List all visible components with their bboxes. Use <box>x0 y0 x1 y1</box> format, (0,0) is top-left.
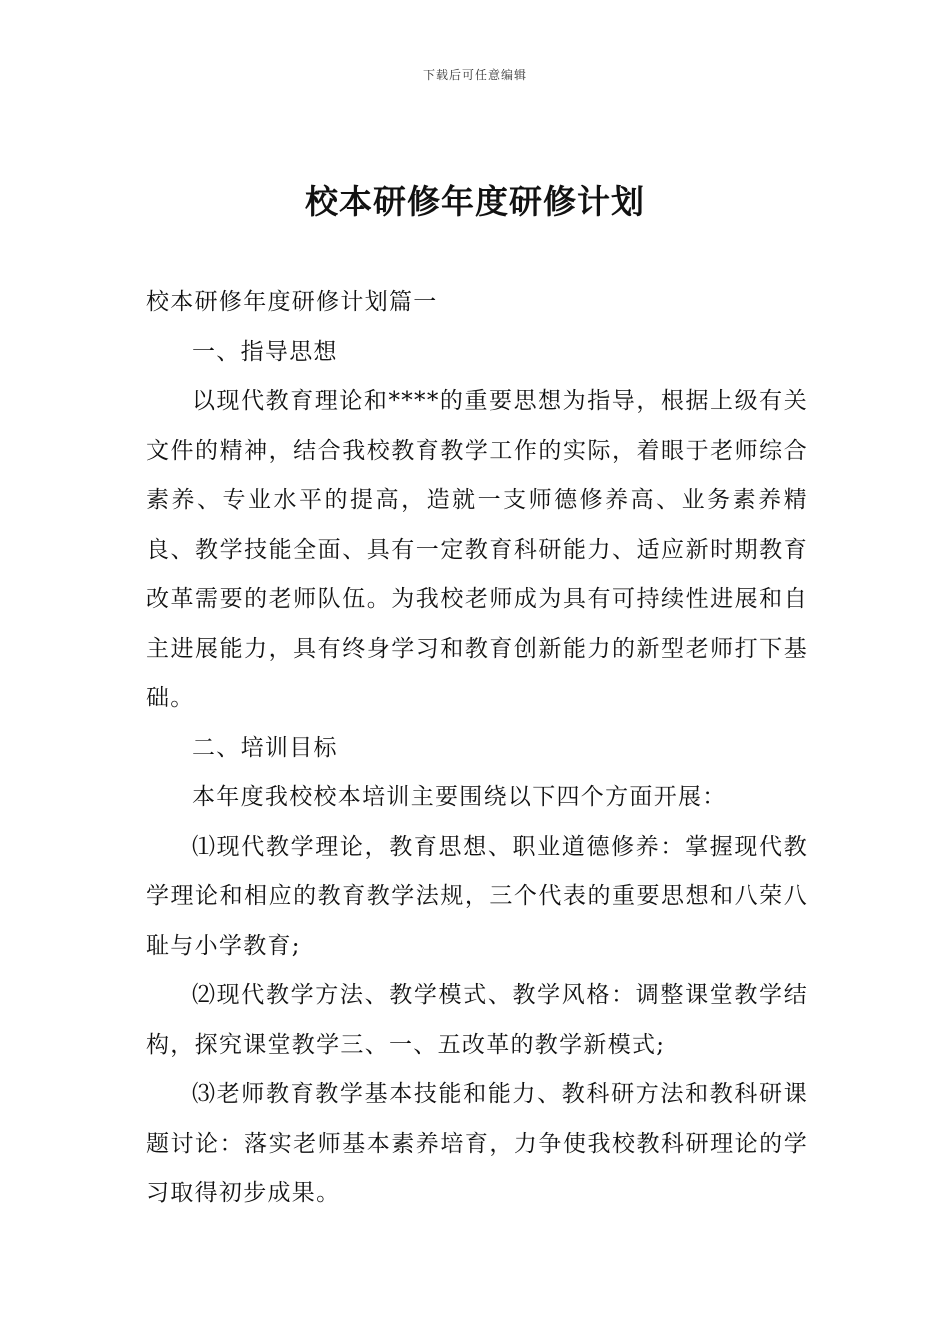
heading-guiding-ideology: 一、指导思想 <box>192 338 338 365</box>
header-note: 下载后可任意编辑 <box>422 68 527 82</box>
paragraph-goal-3: ⑶老师教育教学基本技能和能力、教科研方法和教科研课题讨论：落实老师基本素养培育，力争使我校教科研理论的学习取得初步成果。 <box>146 1081 808 1206</box>
document-title: 校本研修年度研修计划 <box>305 182 645 221</box>
document-body <box>146 278 808 1219</box>
paragraph-guiding-ideology: 以现代教育理论和****的重要思想为指导，根据上级有关文件的精神，结合我校教育教学工作的实际，着眼于老师综合素养、专业水平的提高，造就一支师德修养高、业务素养精良、教学技能全面、具有一定教育科研能力、适应新时期教育改革需要的老师队伍。为我校老师成为具有可持续性进展和自主进展能力，具有终身学习和教育创新能力的新型老师打下基础。 <box>146 388 808 711</box>
heading-training-goals: 二、培训目标 <box>192 734 338 761</box>
paragraph-goal-1: ⑴现代教学理论，教育思想、职业道德修养：掌握现代教学理论和相应的教育教学法规，三个代表的重要思想和八荣八耻与小学教育; <box>146 833 808 959</box>
paragraph-goal-2: ⑵现代教学方法、教学模式、教学风格：调整课堂教学结构，探究课堂教学三、一、五改革的教学新模式; <box>146 982 808 1058</box>
paragraph-training-intro: 本年度我校校本培训主要围绕以下四个方面开展： <box>192 784 727 810</box>
section-heading: 校本研修年度研修计划篇一 <box>146 289 438 315</box>
